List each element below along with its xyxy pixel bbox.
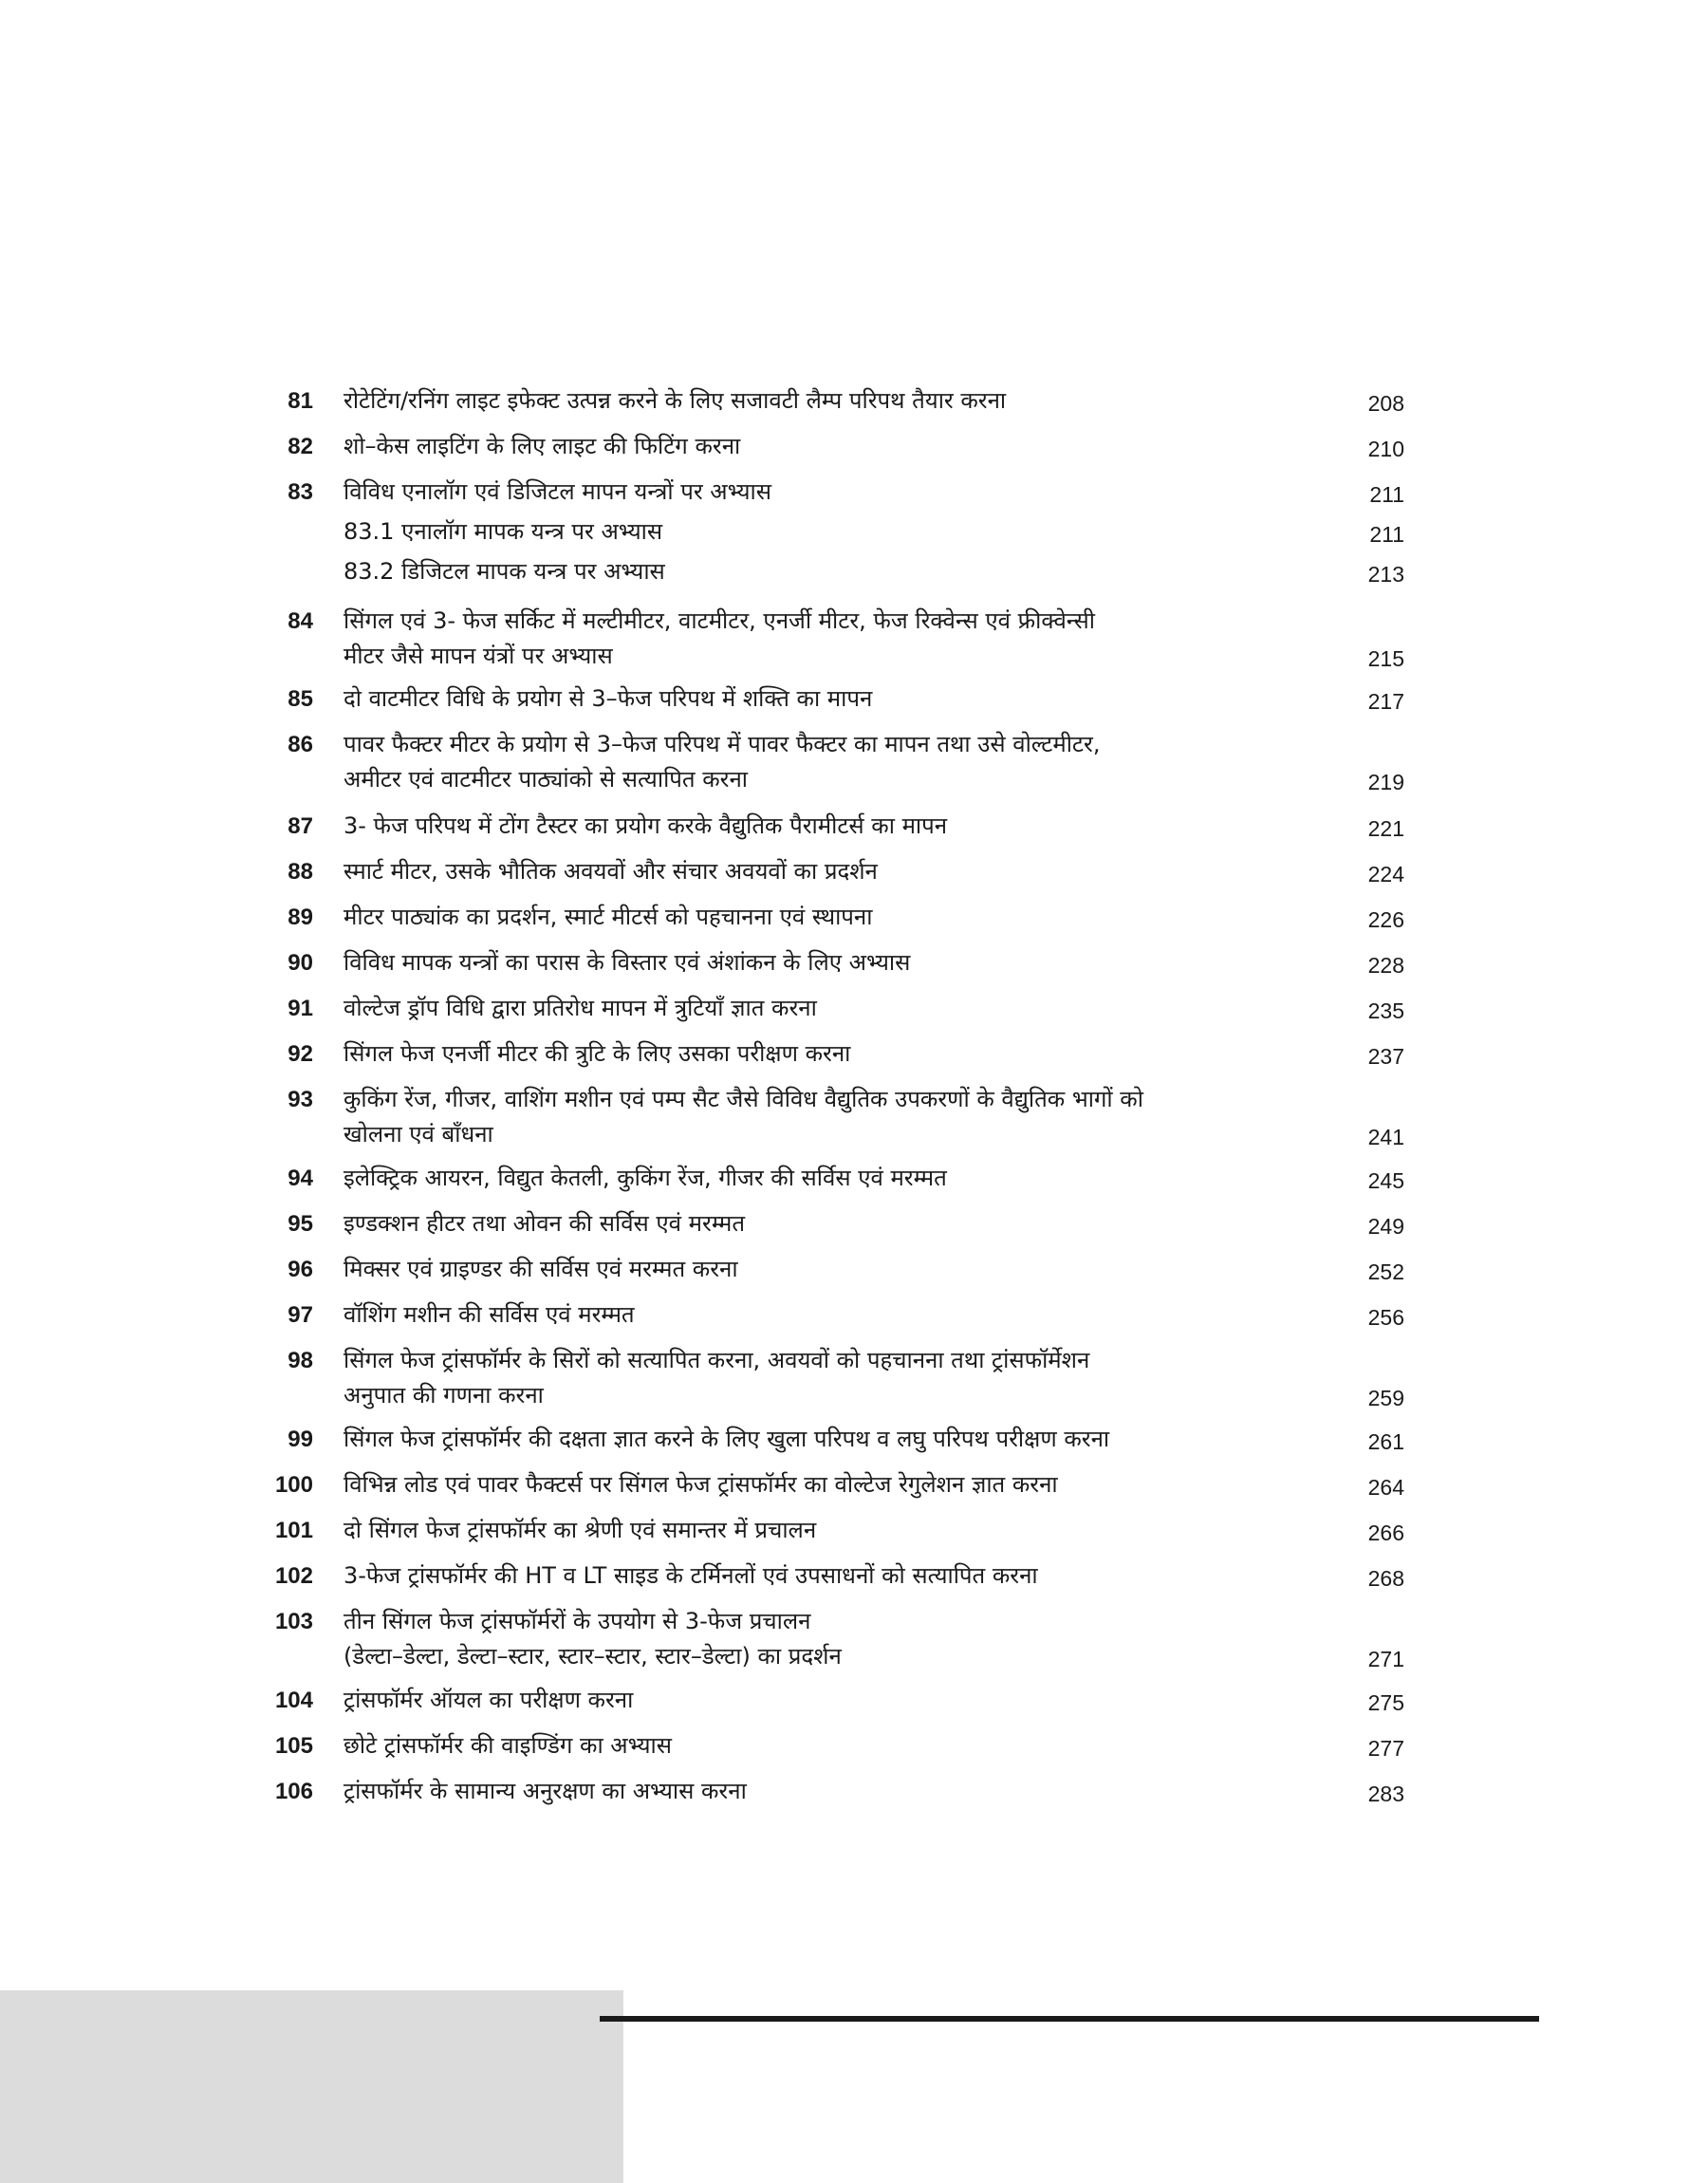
entry-title-line: अनुपात की गणना करना xyxy=(343,1382,544,1409)
toc-entry xyxy=(0,1727,1708,1765)
entry-title-line: मीटर जैसे मापन यंत्रों पर अभ्यास xyxy=(343,643,613,669)
entry-title-line: खोलना एवं बाँधना xyxy=(343,1121,493,1147)
toc-entry xyxy=(0,1297,1708,1334)
footer-gray-block xyxy=(0,1990,623,2183)
entry-title-line: अमीटर एवं वाटमीटर पाठ्यांको से सत्यापित करना xyxy=(343,766,749,793)
entry-title-line: (डेल्टा–डेल्टा, डेल्टा–स्टार, स्टार–स्टार, स्टार–डेल्टा) का प्रदर्शन xyxy=(343,1643,842,1670)
toc-entry xyxy=(0,1251,1708,1289)
entry-page-number: 211 xyxy=(1369,482,1404,507)
toc-entry xyxy=(0,1512,1708,1550)
entry-title-line: ट्रांसफॉर्मर के सामान्य अनुरक्षण का अभ्यास करना xyxy=(343,1778,747,1804)
entry-title-line: इण्डक्शन हीटर तथा ओवन की सर्विस एवं मरम्मत xyxy=(343,1210,746,1237)
entry-page-number: 252 xyxy=(1367,1259,1404,1284)
entry-title-line: शो–केस लाइटिंग के लिए लाइट की फिटिंग करना xyxy=(343,433,741,459)
entry-page-number: 261 xyxy=(1367,1429,1404,1454)
toc-entry xyxy=(0,382,1708,420)
entry-number: 86 xyxy=(288,732,313,757)
entry-number: 100 xyxy=(274,1472,313,1498)
entry-title-line: सिंगल एवं 3- फेज सर्किट में मल्टीमीटर, वाटमीटर, एनर्जी मीटर, फेज रिक्वेन्स एवं फ्रीक्वेन्सी xyxy=(343,607,1095,634)
entry-number: 105 xyxy=(274,1733,313,1759)
entry-title-line: मिक्सर एवं ग्राइण्डर की सर्विस एवं मरम्मत करना xyxy=(343,1256,738,1282)
entry-page-number: 237 xyxy=(1367,1044,1404,1069)
entry-title-line: वोल्टेज ड्रॉप विधि द्वारा प्रतिरोध मापन में त्रुटियाँ ज्ञात करना xyxy=(343,995,817,1021)
entry-number: 84 xyxy=(288,608,313,634)
entry-number: 106 xyxy=(274,1779,313,1804)
toc-entry xyxy=(0,808,1708,846)
entry-number: 85 xyxy=(288,686,313,712)
toc-entry xyxy=(0,1603,1708,1676)
entry-number: 89 xyxy=(288,905,313,930)
entry-page-number: 215 xyxy=(1367,646,1404,671)
toc-entry xyxy=(0,553,1708,591)
entry-page-number: 268 xyxy=(1367,1566,1404,1591)
toc-entry xyxy=(0,1682,1708,1720)
entry-title-line: विविध मापक यन्त्रों का परास के विस्तार एवं अंशांकन के लिए अभ्यास xyxy=(343,949,911,976)
entry-title-line: मीटर पाठ्यांक का प्रदर्शन, स्मार्ट मीटर्स को पहचानना एवं स्थापना xyxy=(343,904,873,930)
toc-entry xyxy=(0,899,1708,937)
entry-number: 93 xyxy=(288,1087,313,1112)
entry-title-line: सिंगल फेज ट्रांसफॉर्मर की दक्षता ज्ञात करने के लिए खुला परिपथ व लघु परिपथ परीक्षण करना xyxy=(343,1426,1110,1452)
entry-number: 91 xyxy=(288,996,313,1021)
entry-title-line: स्मार्ट मीटर, उसके भौतिक अवयवों और संचार अवयवों का प्रदर्शन xyxy=(343,858,878,885)
entry-title-line: कुकिंग रेंज, गीजर, वाशिंग मशीन एवं पम्प सैट जैसे विविध वैद्युतिक उपकरणों के वैद्युतिक भागों को xyxy=(343,1086,1143,1112)
entry-number: 92 xyxy=(288,1041,313,1067)
entry-title-line: ट्रांसफॉर्मर ऑयल का परीक्षण करना xyxy=(343,1687,634,1713)
entry-page-number: 249 xyxy=(1367,1214,1404,1239)
toc-entry xyxy=(0,681,1708,718)
toc-entry xyxy=(0,1558,1708,1595)
toc-entry xyxy=(0,1773,1708,1811)
entry-number: 98 xyxy=(288,1348,313,1373)
entry-page-number: 217 xyxy=(1367,689,1404,714)
entry-number: 96 xyxy=(288,1257,313,1282)
toc-entry xyxy=(0,990,1708,1028)
entry-title-line: दो वाटमीटर विधि के प्रयोग से 3–फेज परिपथ में शक्ति का मापन xyxy=(343,685,873,712)
entry-number: 82 xyxy=(288,434,313,459)
entry-number: 97 xyxy=(288,1302,313,1328)
entry-page-number: 213 xyxy=(1367,562,1404,587)
entry-page-number: 245 xyxy=(1367,1168,1404,1193)
entry-number: 101 xyxy=(274,1518,313,1543)
entry-page-number: 208 xyxy=(1367,391,1404,416)
entry-number: 88 xyxy=(288,859,313,885)
entry-page-number: 271 xyxy=(1367,1647,1404,1671)
entry-page-number: 266 xyxy=(1367,1521,1404,1545)
entry-title-line: 83.1 एनालॉग मापक यन्त्र पर अभ्यास xyxy=(343,518,663,545)
toc-entry xyxy=(0,603,1708,676)
entry-title-line: पावर फैक्टर मीटर के प्रयोग से 3–फेज परिपथ में पावर फैक्टर का मापन तथा उसे वोल्टमीटर, xyxy=(343,731,1101,757)
entry-number: 81 xyxy=(288,388,313,414)
entry-page-number: 228 xyxy=(1367,953,1404,978)
entry-page-number: 264 xyxy=(1367,1475,1404,1500)
entry-number: 95 xyxy=(288,1211,313,1237)
toc-entry xyxy=(0,1342,1708,1415)
toc-entry xyxy=(0,1205,1708,1243)
toc-entry xyxy=(0,428,1708,466)
entry-title-line: छोटे ट्रांसफॉर्मर की वाइण्डिंग का अभ्यास xyxy=(343,1732,672,1759)
toc-entry xyxy=(0,1421,1708,1459)
toc-entry xyxy=(0,944,1708,982)
entry-page-number: 259 xyxy=(1367,1386,1404,1410)
entry-page-number: 275 xyxy=(1367,1690,1404,1715)
entry-title-line: वॉशिंग मशीन की सर्विस एवं मरम्मत xyxy=(343,1301,635,1328)
entry-page-number: 210 xyxy=(1367,437,1404,461)
toc-entry xyxy=(0,726,1708,799)
entry-page-number: 224 xyxy=(1367,862,1404,886)
entry-page-number: 283 xyxy=(1367,1782,1404,1806)
entry-number: 104 xyxy=(274,1688,313,1713)
entry-number: 90 xyxy=(288,950,313,976)
toc-entry xyxy=(0,1081,1708,1154)
entry-title-line: सिंगल फेज ट्रांसफॉर्मर के सिरों को सत्यापित करना, अवयवों को पहचानना तथा ट्रांसफॉर्मेशन xyxy=(343,1347,1090,1373)
toc-entry xyxy=(0,1466,1708,1504)
entry-page-number: 219 xyxy=(1367,770,1404,794)
entry-number: 99 xyxy=(288,1427,313,1452)
footer-rule xyxy=(600,2016,1539,2022)
entry-number: 87 xyxy=(288,813,313,839)
toc-entry xyxy=(0,1036,1708,1073)
entry-title-line: विविध एनालॉग एवं डिजिटल मापन यन्त्रों पर अभ्यास xyxy=(343,478,771,505)
entry-title-line: विभिन्न लोड एवं पावर फैक्टर्स पर सिंगल फेज ट्रांसफॉर्मर का वोल्टेज रेगुलेशन ज्ञात करना xyxy=(343,1471,1058,1498)
entry-title-line: तीन सिंगल फेज ट्रांसफॉर्मरों के उपयोग से 3-फेज प्रचालन xyxy=(343,1608,811,1634)
entry-title-line: इलेक्ट्रिक आयरन, विद्युत केतली, कुकिंग रेंज, गीजर की सर्विस एवं मरम्मत xyxy=(343,1165,947,1191)
toc-entry xyxy=(0,513,1708,551)
entry-page-number: 211 xyxy=(1369,522,1404,547)
entry-title-line: रोटेटिंग/रनिंग लाइट इफेक्ट उत्पन्न करने के लिए सजावटी लैम्प परिपथ तैयार करना xyxy=(343,387,1007,414)
entry-title-line: सिंगल फेज एनर्जी मीटर की त्रुटि के लिए उसका परीक्षण करना xyxy=(343,1040,851,1067)
toc-entry xyxy=(0,1160,1708,1198)
toc-entry xyxy=(0,853,1708,891)
entry-title-line: दो सिंगल फेज ट्रांसफॉर्मर का श्रेणी एवं समान्तर में प्रचालन xyxy=(343,1517,817,1543)
entry-page-number: 226 xyxy=(1367,907,1404,932)
entry-title-line: 3-फेज ट्रांसफॉर्मर की HT व LT साइड के टर्मिनलों एवं उपसाधनों को सत्यापित करना xyxy=(343,1562,1038,1589)
entry-page-number: 256 xyxy=(1367,1305,1404,1330)
entry-page-number: 235 xyxy=(1367,998,1404,1023)
toc-entry xyxy=(0,474,1708,512)
entry-page-number: 221 xyxy=(1367,816,1404,841)
entry-title-line: 83.2 डिजिटल मापक यन्त्र पर अभ्यास xyxy=(343,558,665,585)
entry-number: 83 xyxy=(288,479,313,505)
entry-page-number: 241 xyxy=(1367,1125,1404,1149)
entry-number: 103 xyxy=(274,1609,313,1634)
entry-title-line: 3- फेज परिपथ में टोंग टैस्टर का प्रयोग करके वैद्युतिक पैरामीटर्स का मापन xyxy=(343,812,948,839)
entry-number: 102 xyxy=(274,1563,313,1589)
entry-page-number: 277 xyxy=(1367,1736,1404,1761)
entry-number: 94 xyxy=(288,1166,313,1191)
